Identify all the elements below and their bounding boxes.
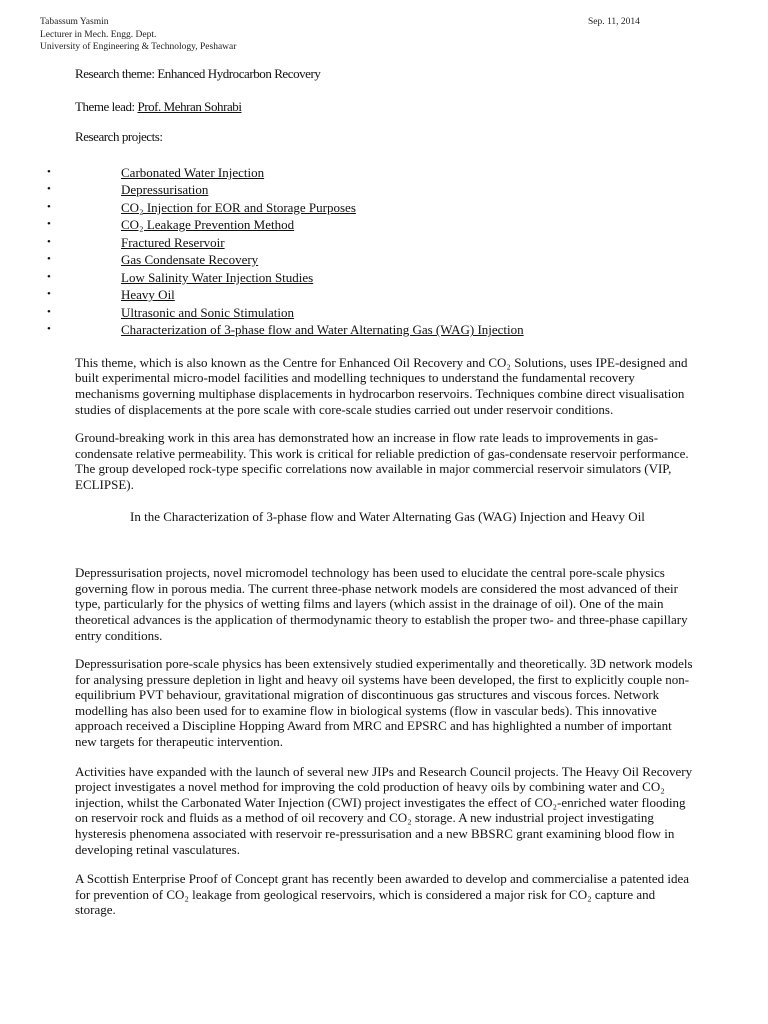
project-link-fractured-reservoir[interactable]: Fractured Reservoir xyxy=(121,234,225,250)
project-link-depressurisation[interactable]: Depressurisation xyxy=(121,182,209,198)
bullet-icon: • xyxy=(47,165,51,178)
project-link-heavy-oil[interactable]: Heavy Oil xyxy=(121,287,175,303)
project-item xyxy=(47,217,695,235)
bullet-icon: • xyxy=(47,305,51,318)
theme-lead xyxy=(75,99,695,115)
document-body xyxy=(47,66,695,918)
project-item xyxy=(47,165,695,183)
bullet-icon: • xyxy=(47,218,51,231)
project-item xyxy=(47,305,695,323)
project-item xyxy=(47,200,695,218)
project-item xyxy=(47,287,695,305)
project-link-low-salinity[interactable]: Low Salinity Water Injection Studies xyxy=(121,269,314,285)
project-item xyxy=(47,235,695,253)
theme-lead-label: Theme lead: xyxy=(75,98,138,114)
author-block xyxy=(40,16,236,54)
project-link-co2-leakage[interactable]: CO₂ Leakage Prevention Method xyxy=(121,217,295,233)
project-item xyxy=(47,182,695,200)
bullet-icon: • xyxy=(47,200,51,213)
paragraph-activities: Activities have expanded with the launch of several new JIPs and Research Council projects. The Heavy Oil Recovery project investigates a novel method for improving the cold production of heavy oils by combining water and CO₂ injection, whilst the Carbonated Water Injection (CWI) project investigates the effect of CO₂-enriched water flooding on reservoir rock and fluids as a method of oil recovery and CO₂ storage. A new industrial project investigating hysteresis phenomena associated with reservoir re-pressurisation and a new BBSRC grant examining blood flow in developing retinal vasculatures. xyxy=(75,763,693,857)
paragraph-depressurisation-projects: Depressurisation projects, novel micromodel technology has been used to elucidate the central pore-scale physics governing flow in porous media. The current three-phase network models are considered the most advanced of their type, particularly for the physics of wetting films and layers (which assist in the drainage of oil). One of the main theoretical advances is the application of thermodynamic theory to establish the proper two- and three-phase capillary entry conditions. xyxy=(75,565,688,643)
project-link-gas-condensate[interactable]: Gas Condensate Recovery xyxy=(121,252,259,268)
project-link-co2-injection[interactable]: CO₂ Injection for EOR and Storage Purposes xyxy=(121,199,356,215)
project-item xyxy=(47,270,695,288)
bullet-icon: • xyxy=(47,235,51,248)
bullet-icon: • xyxy=(47,288,51,301)
bullet-icon: • xyxy=(47,253,51,266)
paragraph-ground-breaking: Ground-breaking work in this area has demonstrated how an increase in flow rate leads to improvements in gas-condensate relative permeability. This work is critical for reliable prediction of gas-condensate reservoir performance. The group developed rock-type specific correlations now available in major commercial reservoir simulators (VIP, ECLIPSE). xyxy=(75,430,689,492)
project-link-carbonated-water-injection[interactable]: Carbonated Water Injection xyxy=(121,164,265,180)
project-item xyxy=(47,252,695,270)
bullet-icon: • xyxy=(47,323,51,336)
bullet-icon: • xyxy=(47,270,51,283)
author-institution: University of Engineering & Technology, Peshawar xyxy=(40,42,237,52)
project-link-ultrasonic[interactable]: Ultrasonic and Sonic Stimulation xyxy=(121,304,294,320)
research-theme: Research theme: Enhanced Hydrocarbon Recovery xyxy=(75,66,321,81)
author-position: Lecturer in Mech. Engg. Dept. xyxy=(40,29,157,40)
bullet-icon: • xyxy=(47,183,51,196)
author-name: Tabassum Yasmin xyxy=(40,17,109,27)
paragraph-pore-scale-physics: Depressurisation pore-scale physics has been extensively studied experimentally and theoretically. 3D network models for analysing pressure depletion in light and heavy oil systems have been developed, the first to explicitly couple non-equilibrium PVT behaviour, gravitational migration of discontinuous gas structures and viscous forces. Network modelling has also been used for to examine flow in biological systems (flow in vascular beds). This innovative approach received a Discipline Hopping Award from MRC and EPSRC and has highlighted a number of important new targets for therapeutic intervention. xyxy=(75,656,693,750)
project-link-wag-injection[interactable]: Characterization of 3-phase flow and Water Alternating Gas (WAG) Injection xyxy=(121,322,524,338)
document-date: Sep. 11, 2014 xyxy=(588,17,640,27)
project-item xyxy=(47,322,695,340)
projects-heading: Research projects: xyxy=(75,129,163,145)
theme-lead-link[interactable]: Prof. Mehran Sohrabi xyxy=(137,98,242,114)
projects-list xyxy=(47,165,695,340)
paragraph-theme-overview: This theme, which is also known as the Centre for Enhanced Oil Recovery and CO₂ Solutions, uses IPE-designed and built experimental micro-model facilities and modelling techniques to understand the fundamental recovery mechanisms governing multiphase displacements in hydrocarbon reservoirs. Techniques combine direct visualisation studies of displacements at the pore scale with core-scale studies carried out under reservoir conditions. xyxy=(75,354,688,417)
paragraph-wag-intro: In the Characterization of 3-phase flow and Water Alternating Gas (WAG) Injection and Heavy Oil xyxy=(130,508,645,524)
paragraph-proof-of-concept: A Scottish Enterprise Proof of Concept grant has recently been awarded to develop and commercialise a patented idea for prevention of CO₂ leakage from geological reservoirs, which is considered a major risk for CO₂ capture and storage. xyxy=(75,871,690,918)
